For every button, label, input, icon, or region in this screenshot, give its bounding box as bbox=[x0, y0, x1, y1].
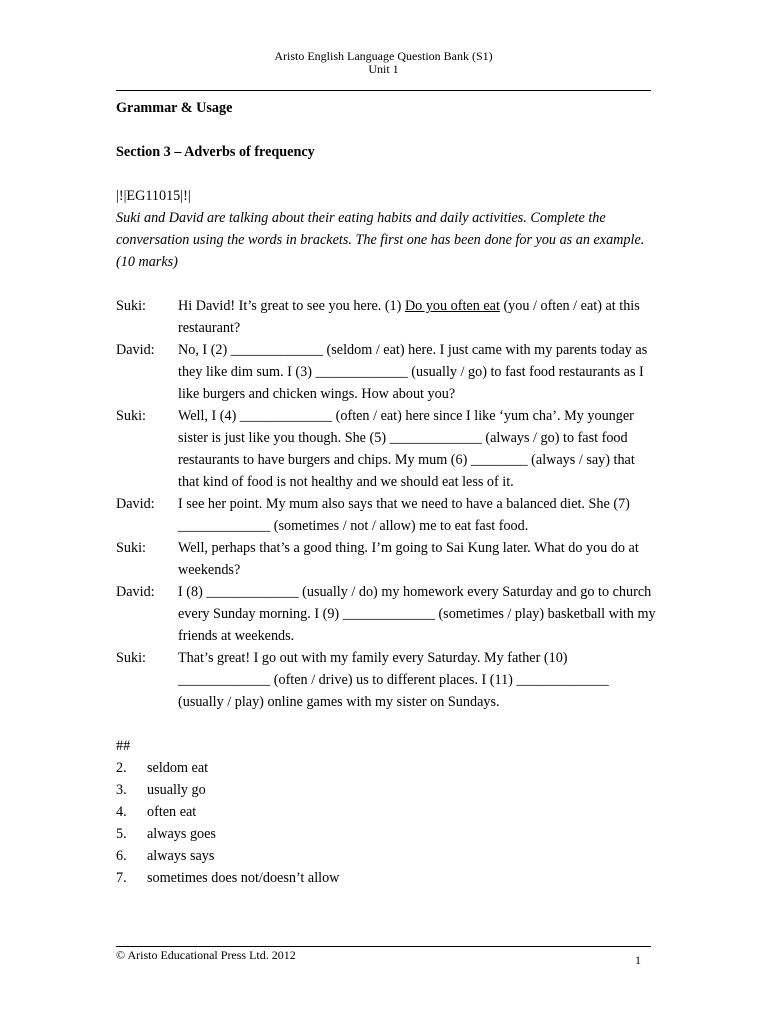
dialogue-turn bbox=[116, 339, 656, 405]
header-rule bbox=[116, 90, 651, 91]
answer-list bbox=[116, 757, 656, 889]
speaker-name: Suki: bbox=[116, 408, 146, 424]
answer-text: always goes bbox=[147, 826, 216, 842]
dialogue-turn bbox=[116, 647, 656, 713]
speech-text: I see her point. My mum also says that we need to have a balanced diet. She (7) _____________ (sometimes / not / allow) me to eat fast food. bbox=[178, 496, 630, 534]
section-title: Section 3 – Adverbs of frequency bbox=[116, 144, 315, 160]
dialogue bbox=[116, 295, 656, 713]
answer-item bbox=[116, 801, 656, 823]
answer-text: always says bbox=[147, 848, 215, 864]
header-unit: Unit 1 bbox=[368, 62, 399, 76]
dialogue-turn bbox=[116, 493, 656, 537]
answer-number: 4. bbox=[116, 804, 127, 820]
answer-number: 3. bbox=[116, 782, 127, 798]
answer-marker: ## bbox=[116, 738, 131, 754]
document-body bbox=[116, 97, 656, 889]
speaker-name: David: bbox=[116, 342, 155, 358]
page-footer bbox=[116, 948, 651, 967]
speech-text: Well, perhaps that’s a good thing. I’m going to Sai Kung later. What do you do at weekends? bbox=[178, 540, 639, 578]
speaker-name: Suki: bbox=[116, 650, 146, 666]
speaker-name: David: bbox=[116, 584, 155, 600]
answer-number: 2. bbox=[116, 760, 127, 776]
example-answer: Do you often eat bbox=[404, 298, 500, 314]
speech-text: Well, I (4) _____________ (often / eat) here since I like ‘yum cha’. My younger sister is just like you though. She (5) _____________ (always / go) to fast food restaurants to have burgers and chips. My mum (6) ________ (always / say) that that kind of food is not healthy and we should eat less of it. bbox=[178, 408, 635, 490]
answer-text: sometimes does not/doesn’t allow bbox=[147, 870, 340, 886]
dialogue-turn bbox=[116, 581, 656, 647]
answer-item bbox=[116, 779, 656, 801]
dialogue-turn bbox=[116, 295, 656, 339]
answer-text: often eat bbox=[147, 804, 197, 820]
answer-number: 7. bbox=[116, 870, 127, 886]
speaker-name: Suki: bbox=[116, 298, 146, 314]
answer-number: 6. bbox=[116, 848, 127, 864]
speech-text: I (8) _____________ (usually / do) my homework every Saturday and go to church every Sunday morning. I (9) _____________ (sometimes / play) basketball with my friends at weekends. bbox=[178, 584, 656, 644]
speaker-name: David: bbox=[116, 496, 155, 512]
speaker-name: Suki: bbox=[116, 540, 146, 556]
speech-text: That’s great! I go out with my family every Saturday. My father (10) _____________ (often / drive) us to different places. I (11) _____________ (usually / play) online games with my sister on Sundays. bbox=[178, 650, 609, 710]
speech-text: No, I (2) _____________ (seldom / eat) here. I just came with my parents today as they like dim sum. I (3) _____________ (usually / go) to fast food restaurants as I like burgers and chicken wings. How about you? bbox=[178, 342, 648, 402]
answer-number: 5. bbox=[116, 826, 127, 842]
answer-text: usually go bbox=[147, 782, 206, 798]
copyright-text: © Aristo Educational Press Ltd. 2012 bbox=[116, 948, 296, 962]
page-header bbox=[116, 50, 651, 76]
page-number: 1 bbox=[635, 953, 641, 967]
speech-text: Hi David! It’s great to see you here. (1) Do you often eat (you / often / eat) at this restaurant? bbox=[178, 298, 640, 336]
dialogue-turn bbox=[116, 537, 656, 581]
answer-item bbox=[116, 823, 656, 845]
header-title: Aristo English Language Question Bank (S1) bbox=[274, 49, 493, 63]
section-heading: Grammar & Usage bbox=[116, 100, 233, 116]
question-code: |!|EG11015|!| bbox=[116, 188, 191, 204]
instructions: Suki and David are talking about their eating habits and daily activities. Complete the conversation using the words in brackets. The first one has been done for you as an example. (10 marks) bbox=[116, 210, 645, 270]
footer-rule bbox=[116, 946, 651, 947]
answer-item bbox=[116, 845, 656, 867]
answer-item bbox=[116, 757, 656, 779]
answer-text: seldom eat bbox=[147, 760, 209, 776]
answer-item bbox=[116, 867, 656, 889]
dialogue-turn bbox=[116, 405, 656, 493]
